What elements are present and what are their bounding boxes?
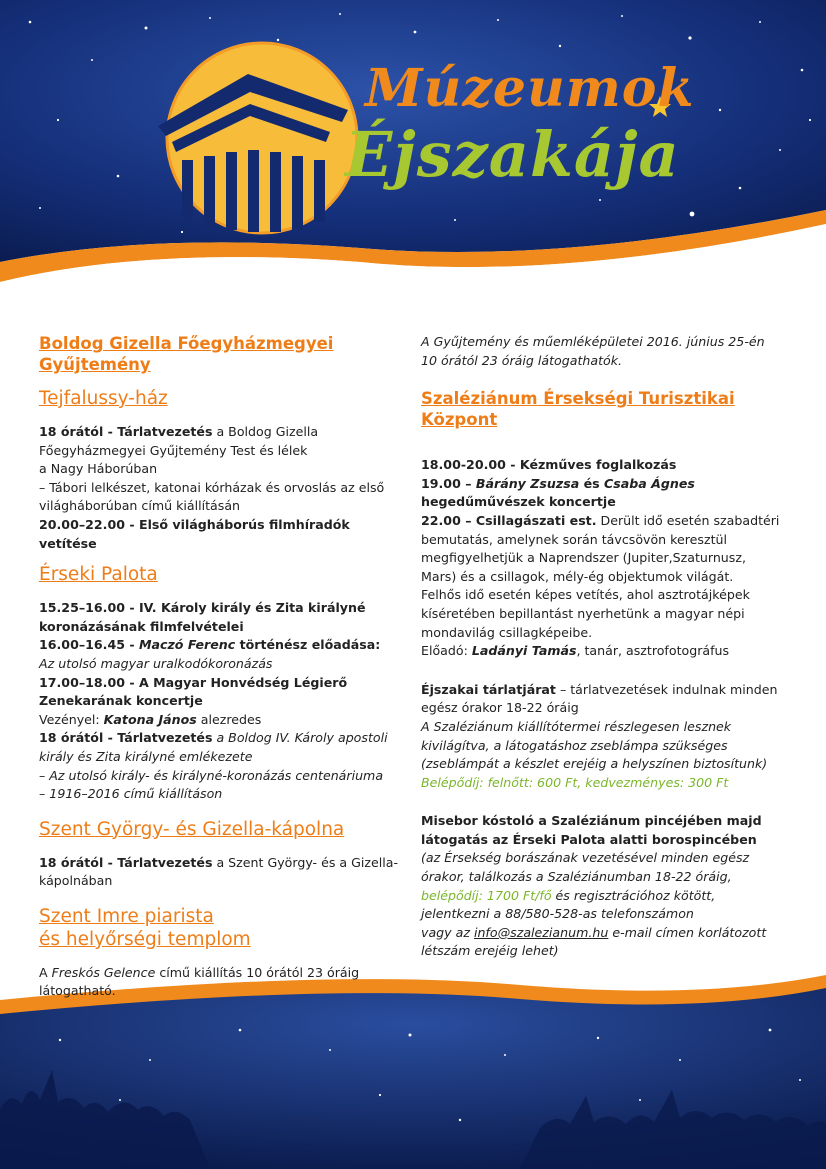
text: e-mail címen korlátozott — [608, 924, 767, 940]
text: 19.00 – — [421, 475, 476, 491]
text: (az Érsekség borászának vezetésével minden egész — [421, 850, 750, 866]
text: 18 órától - Tárlatvezetés — [39, 854, 213, 870]
text: és regisztrációhoz kötött, — [551, 887, 716, 903]
text: mondavilág csillagképeibe. — [421, 624, 593, 640]
wine-tasting-block — [421, 812, 791, 961]
text: Derült idő esetén szabadtéri — [596, 512, 780, 528]
text: kivilágítva, a látogatáshoz zseblámpa szükséges — [421, 737, 728, 753]
text: a Boldog IV. Károly apostoli — [212, 730, 388, 746]
opening-hours — [421, 333, 791, 370]
text: látogatás az Érseki Palota alatti borospincében — [421, 831, 757, 847]
heading-erseki-palota: Érseki Palota — [39, 564, 158, 586]
erseki-program — [39, 599, 404, 804]
text: Mars) és a csillagok, mély-ég objektumok világát. — [421, 568, 734, 584]
text: Főegyházmegyei Gyűjtemény Test és lélek — [39, 442, 308, 458]
text: király és Zita királyné emlékezete — [39, 748, 253, 764]
szalezianum-program — [421, 456, 791, 661]
exhibition-title: Freskós Gelence — [51, 964, 156, 980]
text: megfigyelhetjük a Naprendszer (Jupiter,Szaturnusz, — [421, 550, 746, 566]
performer-name: Bárány Zsuzsa — [475, 475, 580, 491]
text: vagy az — [421, 924, 474, 940]
tejfalussy-program — [39, 423, 404, 553]
text: a Boldog Gizella — [212, 424, 319, 439]
text: – Tábori lelkészet, katonai kórházak és orvoslás az első — [39, 479, 385, 495]
text: – Az utolsó király- és királyné-koronázás centenáriuma — [39, 767, 384, 783]
text: – 1916–2016 című kiállításon — [39, 786, 223, 802]
program-filmhiradok: 20.00–22.00 - Első világháborús filmhíradók vetítése — [39, 516, 350, 551]
ticket-price: Belépődíj: felnőtt: 600 Ft, kedvezményes: 300 Ft — [421, 774, 729, 790]
speaker-name: Maczó Ferenc — [138, 637, 236, 653]
text: 10 órától 23 óráig látogathatók. — [421, 352, 623, 368]
logo-title-line1: Múzeumok — [365, 58, 695, 119]
imre-program — [39, 964, 404, 1001]
section-title-szalezianum-2: Központ — [421, 410, 498, 430]
text: A — [39, 964, 52, 980]
kapolna-program — [39, 854, 404, 891]
text: 16.00–16.45 - — [39, 637, 139, 653]
section-title-szalezianum: Szaléziánum Érsekségi Turisztikai — [421, 389, 735, 409]
night-tour-block — [421, 681, 791, 793]
text: – tárlatvezetések indulnak minden — [555, 681, 778, 697]
time-tarlatvezetes: 18 órától - Tárlatvezetés — [39, 424, 213, 439]
heading-tejfalussy: Tejfalussy-ház — [39, 388, 168, 409]
text: jelentkezni a 88/580-528-as telefonszámon — [421, 906, 694, 922]
text: , tanár, asztrofotográfus — [576, 643, 730, 659]
text: létszám erejéig lehet) — [421, 943, 559, 959]
text: A Gyűjtemény és műemléképületei 2016. június 25-én — [421, 334, 765, 349]
text: kápolnában — [39, 873, 113, 889]
conductor-name: Katona János — [103, 711, 197, 727]
text: - Kézműves foglalkozás — [505, 457, 677, 473]
text: Misebor kóstoló a Szaléziánum pincéjében majd — [421, 813, 762, 829]
text: Az utolsó magyar uralkodókoronázás — [39, 655, 273, 671]
text: látogatható. — [39, 983, 116, 999]
logo-title-line2: Éjszakája — [345, 118, 680, 191]
right-column — [421, 333, 791, 971]
text: hegedűművészek koncertje — [421, 494, 616, 510]
text: 18 órától - Tárlatvezetés — [39, 730, 213, 746]
section-title-gyujtemeny: Boldog Gizella Főegyházmegyei Gyűjtemény — [39, 334, 334, 374]
text: című kiállítás 10 órától 23 óráig — [155, 964, 360, 980]
text: 18.00-20.00 — [421, 457, 506, 473]
text: 17.00–18.00 - A Magyar Honvédség Légierő — [39, 674, 348, 690]
text: a Nagy Háborúban — [39, 461, 158, 477]
heading-szent-imre: Szent Imre piarista — [39, 905, 214, 927]
performer-name: Csaba Ágnes — [604, 475, 695, 491]
text: koronázásának filmfelvételei — [39, 618, 244, 634]
text: kíséretében bepillantást nyerhetünk a magyar népi — [421, 605, 745, 621]
text: bemutatás, amelynek során távcsövön keresztül — [421, 531, 728, 547]
text: alezredes — [196, 711, 262, 727]
text: Vezényel: — [39, 711, 104, 727]
email-link[interactable]: info@szalezianum.hu — [473, 924, 609, 940]
speaker-name: Ladányi Tamás — [471, 643, 577, 659]
text: és — [579, 475, 605, 491]
heading-szent-imre-2: és helyőrségi templom — [39, 928, 251, 950]
text: A Szaléziánum kiállítótermei részlegesen lesznek — [421, 718, 732, 734]
text: a Szent György- és a Gizella- — [212, 854, 399, 870]
text: órakor, találkozás a Szaléziánumban 18-22 óráig, — [421, 869, 732, 885]
text: egész órakor 18-22 óráig — [421, 700, 579, 716]
text: (zseblámpát a készlet erejéig a helyszínen biztosítunk) — [421, 756, 768, 772]
ticket-price: belépődíj: 1700 Ft/fő — [421, 887, 552, 903]
text: világháborúban című kiállításán — [39, 498, 241, 514]
text: Éjszakai tárlatjárat — [421, 681, 556, 697]
heading-kapolna: Szent György- és Gizella-kápolna — [39, 818, 345, 840]
text: Zenekarának koncertje — [39, 693, 203, 709]
left-column — [39, 333, 404, 1011]
text: 15.25–16.00 - IV. Károly király és Zita királyné — [39, 600, 366, 616]
text: történész előadása: — [235, 637, 381, 653]
text: 22.00 – Csillagászati est. — [421, 512, 597, 528]
text: Felhős idő esetén képes vetítés, ahol asztrotájképek — [421, 587, 750, 603]
text: Előadó: — [421, 643, 472, 659]
